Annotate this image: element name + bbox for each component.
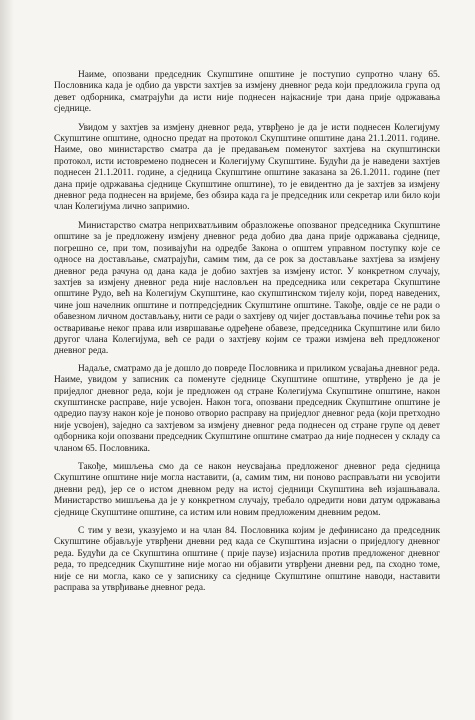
scan-binding-edge	[0, 0, 14, 720]
paragraph-5: Такође, мишљења смо да се након неусвајања предложеног дневног реда сједница Скупштине општине није могла наставити, (а, самим тим, ни поново расправљати ни усвојити дневни ред), јер се о истом дневном реду на истој сједници Скупштина већ изјашњавала. Министарство мишљења да је у конкретном случају, требало одредити нови датум одржавања сједнице Скупштине општине, са истим или новим предложеним дневним редом.	[54, 462, 440, 518]
paragraph-6: С тим у вези, указујемо и на члан 84. Пословника којим је дефинисано да председник Скупштине објављује утврђени дневни ред када се Скупштина изјасни о приједлогу дневног реда. Будући да се Скупштина општине ( прије паузе) изјаснила против предложеног дневног реда, то председник Скупштине није могао ни објавити утврђени дневни ред, па сходно томе, није се ни могла, како се у записнику са сједнице Скупштине општине наводи, наставити расправа за утврђивање дневног реда.	[54, 526, 440, 594]
paragraph-1: Наиме, опозвани председник Скупштине општине је поступио супротно члану 65. Пословника када је одбио да уврсти захтјев за измјену дневног реда који предложила група од девет одборника, сматрајући да исти није поднесен најкасније три дана прије одржавања сједнице.	[54, 70, 440, 115]
paragraph-2: Увидом у захтјев за измјену дневног реда, утврђено је да је исти поднесен Колегијуму Скупштине општине, односно предат на протокол Скупштине општине дана 21.1.2011. године. Наиме, ово министарство сматра да је предавањем поменутог захтјева на скупштински протокол, исти истовремено поднесен и Колегијуму Скупштине. Будући да је наведени захтјев поднесен 21.1.2011. године, а сједница Скупштине општине заказана за 26.1.2011. године (пет дана прије одржавања сједнице Скупштине општине), то је евидентно да је захтјев за измјену дневног реда поднесен на вријеме, без обзира када га је председник или секретар или било који члан Колегијума лично запримио.	[54, 122, 440, 213]
document-body	[54, 70, 440, 601]
paragraph-4: Надаље, сматрамо да је дошло до повреде Пословника и приликом усвајања дневног реда. Наиме, увидом у записник са поменуте сједнице Скупштине општине, утврђено је да је приједлог дневног реда, који је предложен од стране Колегијума Скупштине општине, након скупштинске расправе, није усвојен. Након тога, опозвани председник Скупштине општине је одредио паузу након које је поново отворио расправу на приједлог дневног реда (који претходно није усвојен), заједно са захтјевом за измјену дневног реда поднесен од стране групе од девет одборника који опозвани председник Скупштине општине сматрао да није поднесен у складу са чланом 65. Пословника.	[54, 363, 440, 454]
paragraph-3: Министарство сматра неприхватљивим образложење опозваног председника Скупштине општине за је предложену измјену дневног реда добио два дана прије одржавања сједнице, погрешно се, при том, позивајући на одредбе Закона о општем управном поступку које се односе на достављање, сматрајући, самим тим, да се рок за достављање захтјева за измјену дневног реда рачуна од дана када је добио захтјев за измјену истог. У конкретном случају, захтјев за измјену дневног реда није насловљен на председника или секретара Скупштине општине Рудо, већ на Колегијум Скупштине, као скупштинском тијелу који, поред наведених, чине још начелник општине и потпредсједник Скупштине општине. Такође, овдје се не ради о обавезном личном достављању, нити се ради о захтјеву од чијег достављања почињe тећи рок за остваривање неког права или извршавање одређене обавезе, председника Скупштине или било другог члана Колегијума, већ се ради о захтјеву којим се тражи измјена већ предложеног дневног реда.	[54, 220, 440, 357]
